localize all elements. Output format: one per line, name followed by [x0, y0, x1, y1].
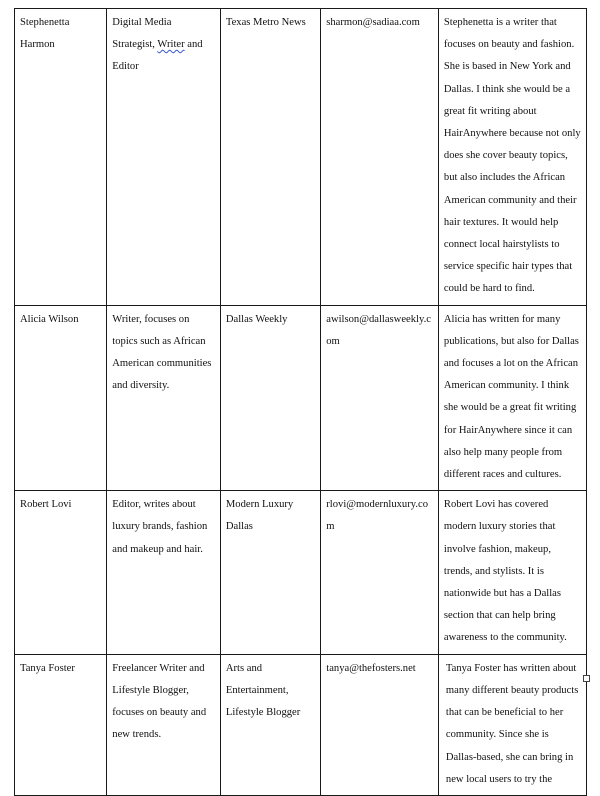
name-cell[interactable]: Stephenetta Harmon [15, 9, 107, 306]
bio-cell[interactable]: Tanya Foster has written about many different beauty products that can be beneficial to her community. Since she is Dallas-based, she can bring in new local users to try the [438, 654, 586, 795]
email-cell[interactable]: tanya@thefosters.net [321, 654, 439, 795]
role-text: and Editor [112, 39, 203, 73]
name-cell[interactable]: Alicia Wilson [15, 305, 107, 491]
name-cell[interactable]: Tanya Foster [15, 654, 107, 795]
bio-cell[interactable]: Stephenetta is a writer that focuses on beauty and fashion. She is based in New York and Dallas. I think she would be a great fit writing about HairAnywhere because not only does she cover beauty topics, but also includes the African American community and their hair textures. It would help connect local hairstylists to service specific hair types that could be hard to find. [438, 9, 586, 306]
name-cell[interactable]: Robert Lovi [15, 491, 107, 654]
role-cell[interactable] [107, 9, 221, 306]
spellcheck-flagged-word[interactable]: Writer [157, 39, 185, 51]
table-row [15, 9, 587, 306]
table-row [15, 654, 587, 795]
role-cell[interactable]: Writer, focuses on topics such as African American communities and diversity. [107, 305, 221, 491]
email-cell[interactable]: sharmon@sadiaa.com [321, 9, 439, 306]
table-row [15, 305, 587, 491]
table-row [15, 491, 587, 654]
role-text: Digital Media Strategist, [112, 17, 172, 51]
outlet-cell[interactable]: Modern Luxury Dallas [220, 491, 320, 654]
role-cell[interactable]: Freelancer Writer and Lifestyle Blogger, focuses on beauty and new trends. [107, 654, 221, 795]
role-cell[interactable]: Editor, writes about luxury brands, fashion and makeup and hair. [107, 491, 221, 654]
email-cell[interactable]: awilson@dallasweekly.com [321, 305, 439, 491]
outlet-cell[interactable]: Texas Metro News [220, 9, 320, 306]
outlet-cell[interactable]: Dallas Weekly [220, 305, 320, 491]
email-cell[interactable]: rlovi@modernluxury.com [321, 491, 439, 654]
bio-cell[interactable]: Alicia has written for many publications, but also for Dallas and focuses a lot on the African American community. I think she would be a great fit writing for HairAnywhere since it can also help many people from different races and cultures. [438, 305, 586, 491]
outlet-cell[interactable]: Arts and Entertainment, Lifestyle Blogger [220, 654, 320, 795]
table-resize-handle-icon[interactable] [583, 675, 590, 682]
media-contacts-table[interactable] [14, 8, 587, 796]
bio-cell[interactable]: Robert Lovi has covered modern luxury stories that involve fashion, makeup, trends, and stylists. It is nationwide but has a Dallas section that can help bring awareness to the community. [438, 491, 586, 654]
